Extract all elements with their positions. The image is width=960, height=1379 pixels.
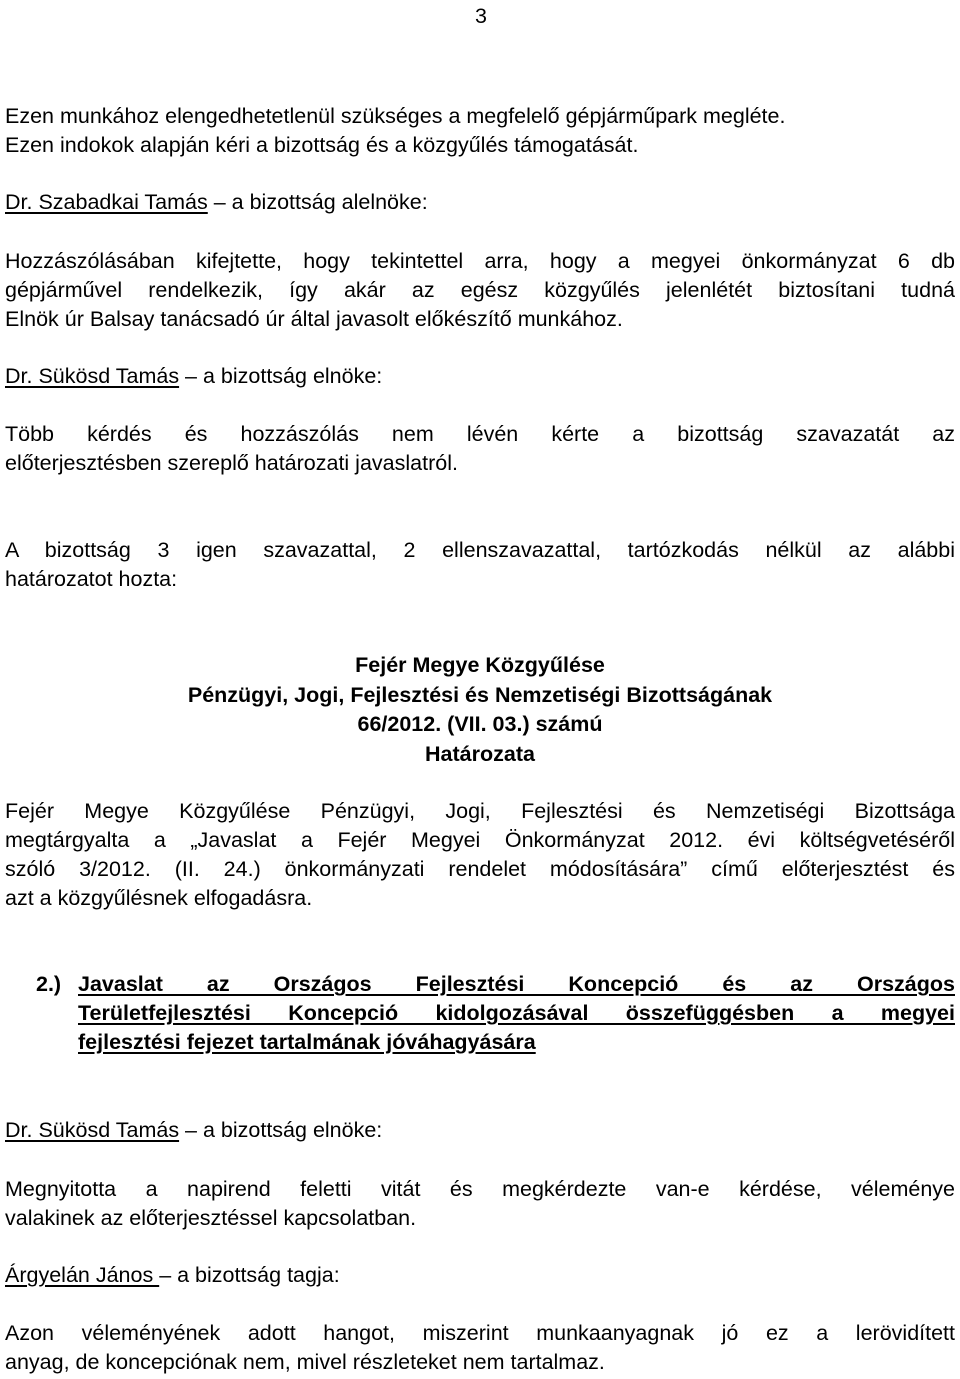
speaker-name: Dr. Sükösd Tamás: [5, 1118, 180, 1142]
paragraph-line: Ezen indokok alapján kéri a bizottság és a közgyűlés támogatását.: [5, 133, 639, 157]
speaker-role: – a bizottság elnöke:: [179, 364, 383, 388]
agenda-item-2: [5, 970, 955, 1060]
speaker-szabadkai: [5, 188, 955, 217]
agenda-title-line: Javaslat az Országos Fejlesztési Koncepció és az Országos: [78, 972, 955, 996]
speaker-role: – a bizottság elnöke:: [179, 1118, 383, 1142]
speaker-sukosd-2: [5, 1116, 955, 1145]
speaker-name: Dr. Szabadkai Tamás: [5, 190, 208, 214]
paragraph-line: anyag, de koncepciónak nem, mivel részleteket nem tartalmaz.: [5, 1350, 605, 1374]
paragraph-velemeny: [5, 1319, 955, 1377]
speaker-name: Árgyelán János: [5, 1263, 160, 1287]
paragraph-line: A bizottság 3 igen szavazattal, 2 ellenszavazattal, tartózkodás nélkül az alábbi: [5, 538, 955, 562]
resolution-heading-line: Pénzügyi, Jogi, Fejlesztési és Nemzetiségi Bizottságának: [187, 682, 773, 707]
paragraph-gepjarmupark: [5, 102, 955, 160]
paragraph-line: gépjárművel rendelkezik, így akár az egész közgyűlés jelenlétét biztosítani tudná: [5, 278, 955, 302]
agenda-item-title: [78, 970, 955, 1057]
paragraph-hatarozat-szoveg: [5, 797, 955, 913]
paragraph-line: azt a közgyűlésnek elfogadásra.: [5, 886, 313, 910]
paragraph-line: Megnyitotta a napirend feletti vitát és megkérdezte van-e kérdése, véleménye: [5, 1177, 955, 1201]
paragraph-szavazas-eredmeny: [5, 536, 955, 594]
resolution-title: Határozata: [425, 741, 535, 766]
paragraph-line: megtárgyalta a „Javaslat a Fejér Megyei Önkormányzat 2012. évi költségvetéséről: [5, 828, 955, 852]
speaker-role: – a bizottság alelnöke:: [207, 190, 428, 214]
page-number: 3: [475, 4, 487, 28]
speaker-argyelan: [5, 1261, 955, 1290]
paragraph-line: Elnök úr Balsay tanácsadó úr által javasolt előkészítő munkához.: [5, 307, 623, 331]
paragraph-hozzaszolas: [5, 247, 955, 334]
resolution-heading-line: Fejér Megye Közgyűlése: [355, 653, 605, 677]
resolution-heading: [5, 651, 955, 769]
resolution-number: 66/2012. (VII. 03.) számú: [357, 712, 603, 736]
agenda-item-number: 2.): [36, 972, 62, 996]
speaker-name: Dr. Sükösd Tamás: [5, 364, 180, 388]
agenda-title-line: Területfejlesztési Koncepció kidolgozásával összefüggésben a megyei: [78, 1001, 955, 1025]
agenda-title-line: fejlesztési fejezet tartalmának jóváhagyására: [78, 1030, 536, 1054]
speaker-sukosd-1: [5, 362, 955, 391]
paragraph-line: Hozzászólásában kifejtette, hogy tekintettel arra, hogy a megyei önkormányzat 6 db: [5, 249, 955, 273]
paragraph-line: előterjesztésben szereplő határozati javaslatról.: [5, 451, 458, 475]
paragraph-line: valakinek az előterjesztéssel kapcsolatban.: [5, 1206, 417, 1230]
paragraph-line: Azon véleményének adott hangot, miszerint munkaanyagnak jó ez a lerövidített: [5, 1321, 955, 1345]
paragraph-line: Ezen munkához elengedhetetlenül szükséges a megfelelő gépjárműpark megléte.: [5, 104, 786, 128]
paragraph-line: határozatot hozta:: [5, 567, 178, 591]
paragraph-line: Több kérdés és hozzászólás nem lévén kérte a bizottság szavazatát az: [5, 422, 955, 446]
speaker-role: – a bizottság tagja:: [159, 1263, 340, 1287]
paragraph-line: szóló 3/2012. (II. 24.) önkormányzati rendelet módosítására” című előterjesztést és: [5, 857, 955, 881]
paragraph-vita-megnyitas: [5, 1175, 955, 1233]
paragraph-line: Fejér Megye Közgyűlése Pénzügyi, Jogi, Fejlesztési és Nemzetiségi Bizottsága: [5, 799, 955, 823]
paragraph-szavazas-kerese: [5, 420, 955, 478]
